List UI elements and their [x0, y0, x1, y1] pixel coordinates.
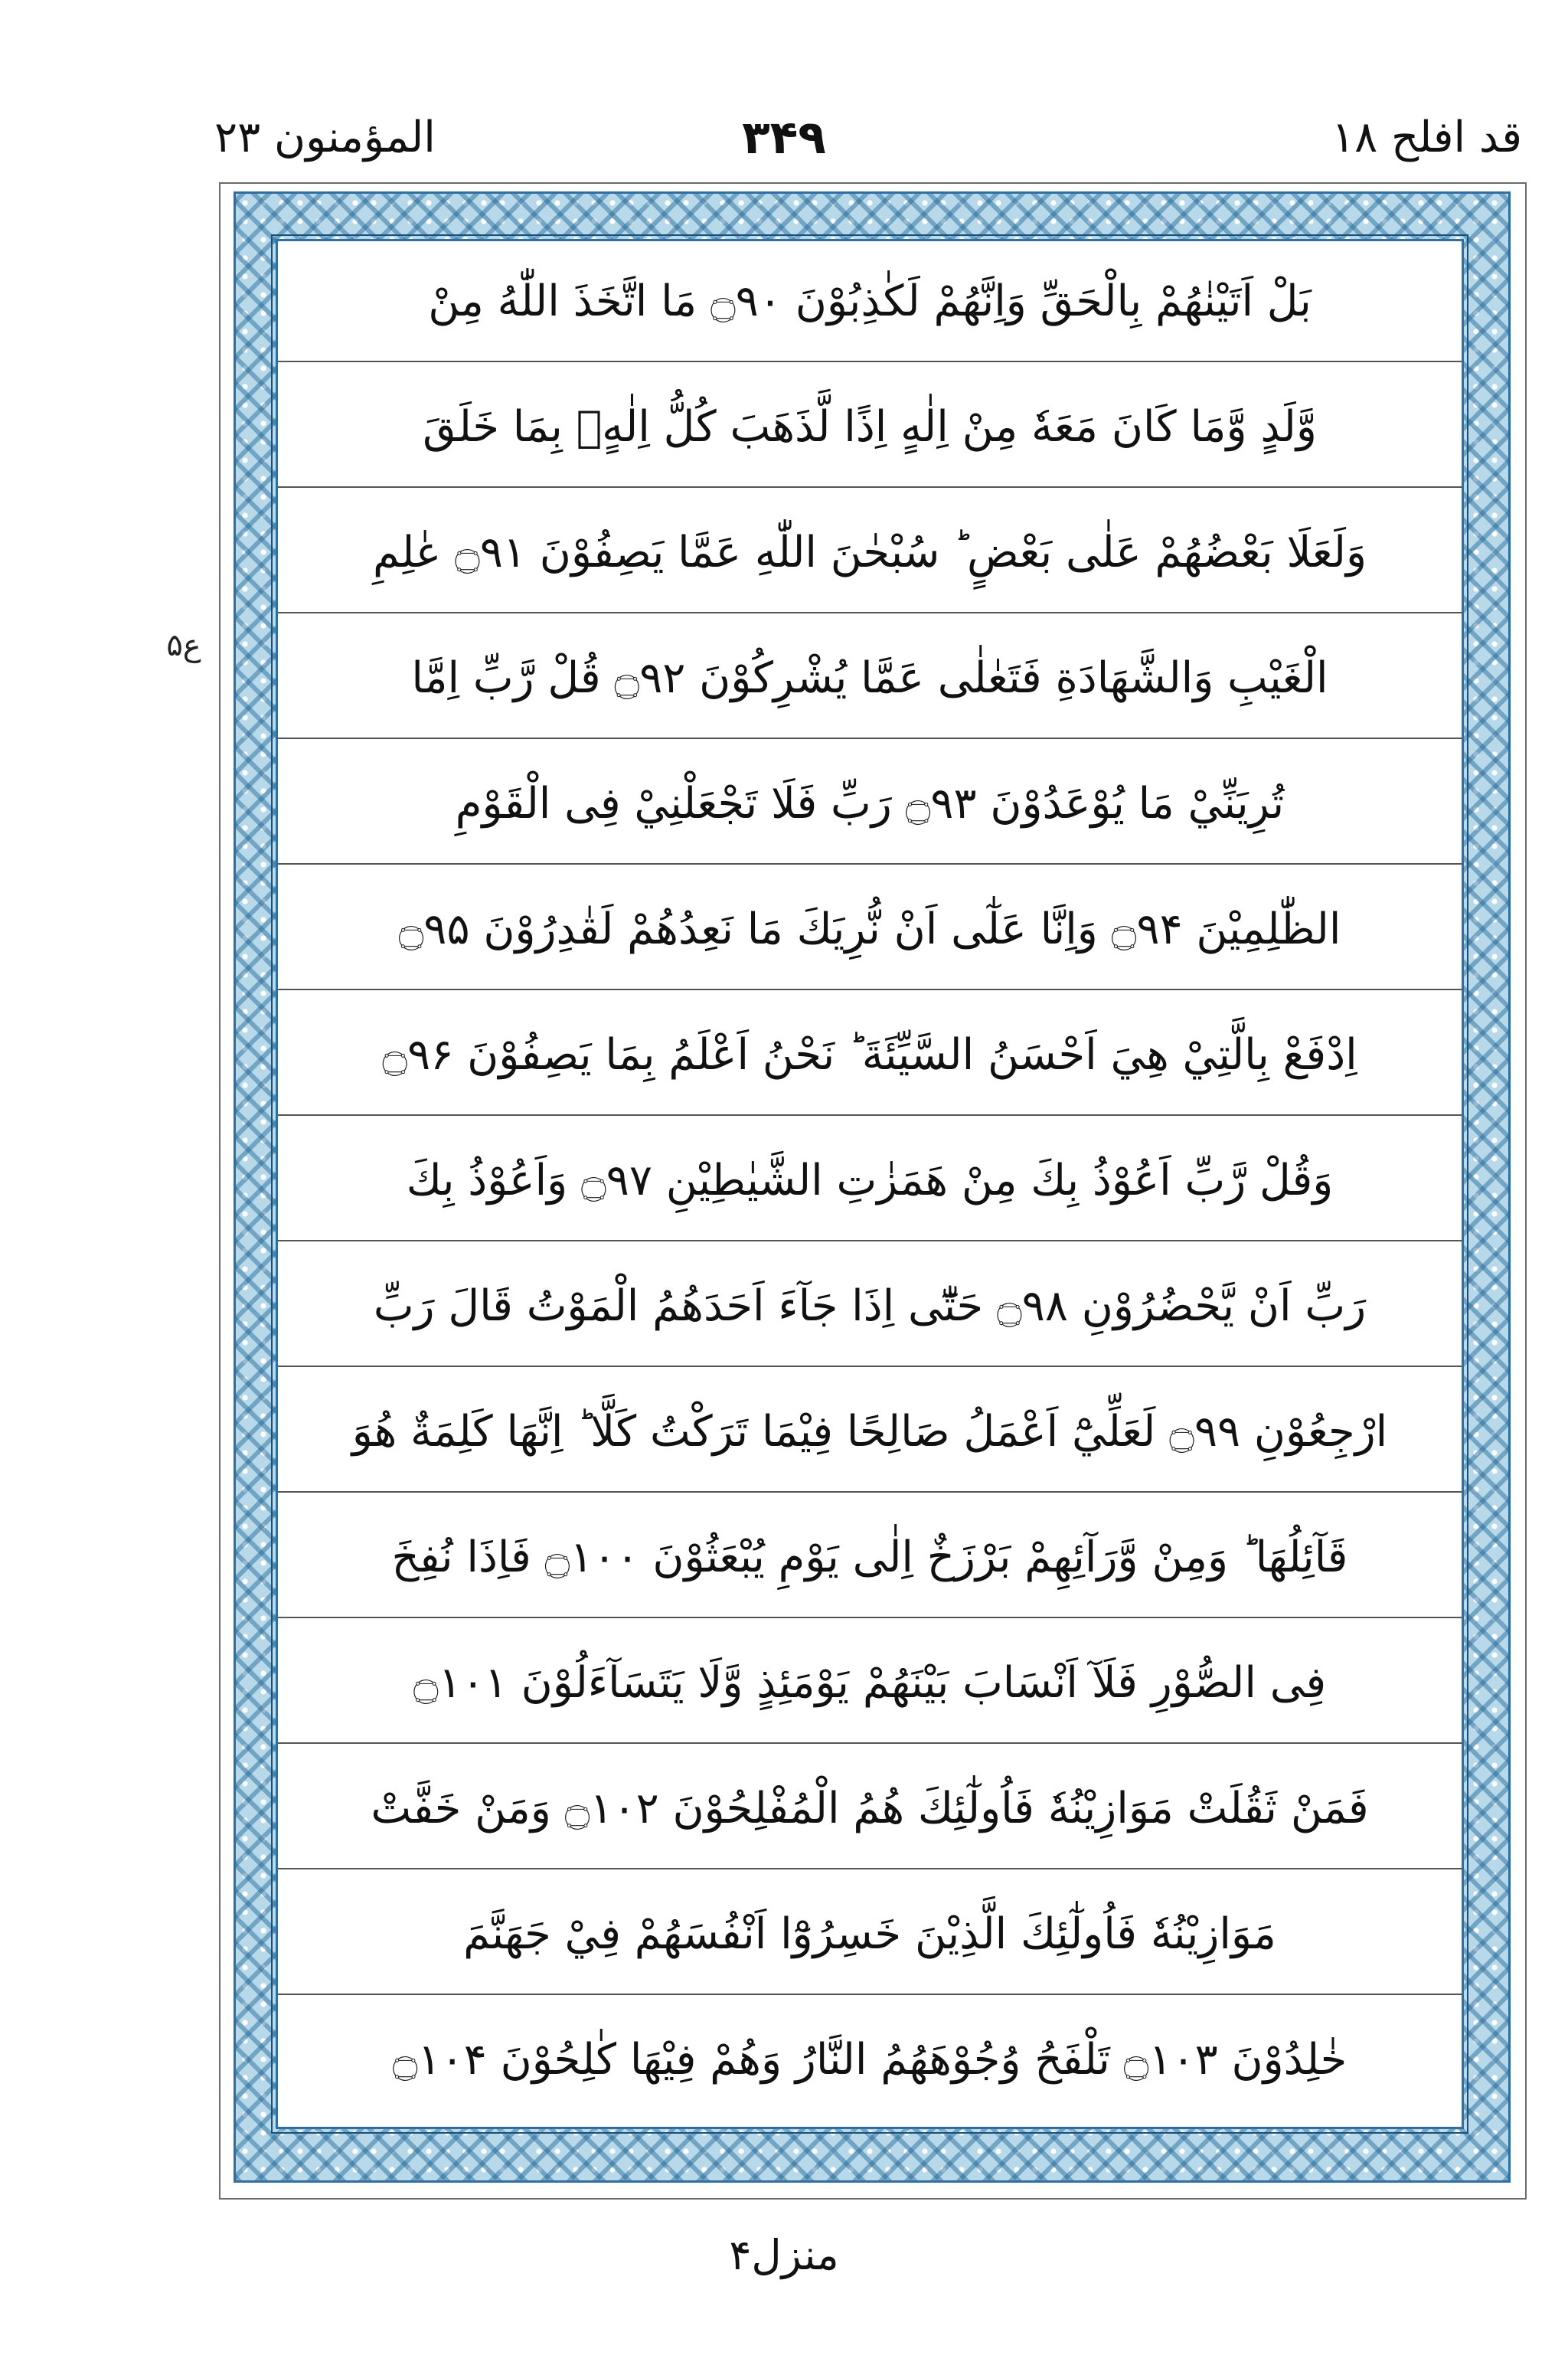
verse-line-13: فَمَنْ ثَقُلَتْ مَوَازِيْنُهٗ فَاُولٰٓئِكَ هُمُ الْمُفْلِحُوْنَ ۝۱۰۲ وَمَنْ خَفَّتْ: [278, 1748, 1462, 1869]
juz-name: قد افلح ۱۸: [1331, 113, 1522, 162]
text-panel: [276, 239, 1464, 2129]
surah-name: المؤمنون ۲۳: [214, 113, 436, 162]
verse-line-1: بَلْ اَتَيْنٰهُمْ بِالْحَقِّ وَاِنَّهُمْ لَكٰذِبُوْنَ ۝۹۰ مَا اتَّخَذَ اللّٰهُ مِنْ: [278, 241, 1462, 362]
page-number: ۳۴۹: [742, 111, 826, 165]
verse-line-15: خٰلِدُوْنَ ۝۱۰۳ تَلْفَحُ وُجُوْهَهُمُ النَّارُ وَهُمْ فِيْهَا كٰلِحُوْنَ ۝۱۰۴: [392, 2035, 1348, 2085]
verse-line-4: الْغَيْبِ وَالشَّهَادَةِ فَتَعٰلٰى عَمَّا يُشْرِكُوْنَ ۝۹۲ قُلْ رَّبِّ اِمَّا: [278, 618, 1462, 739]
verse-line-9: رَبِّ اَنْ يَّحْضُرُوْنِ ۝۹۸ حَتّٰٓى اِذَا جَآءَ اَحَدَهُمُ الْمَوْتُ قَالَ رَبِّ: [278, 1246, 1462, 1367]
verse-line-11: قَآئِلُهَا ؕ وَمِنْ وَّرَآئِهِمْ بَرْزَخٌ اِلٰى يَوْمِ يُبْعَثُوْنَ ۝۱۰۰ فَاِذَا نُفِخَ: [278, 1497, 1462, 1618]
verse-line-5: تُرِيَنِّيْ مَا يُوْعَدُوْنَ ۝۹۳ رَبِّ فَلَا تَجْعَلْنِيْ فِى الْقَوْمِ: [278, 744, 1462, 865]
verse-line-6: الظّٰلِمِيْنَ ۝۹۴ وَاِنَّا عَلٰٓى اَنْ نُّرِيَكَ مَا نَعِدُهُمْ لَقٰدِرُوْنَ ۝۹۵: [278, 869, 1462, 990]
page-header: [0, 107, 1568, 176]
verse-line-14: مَوَازِيْنُهٗ فَاُولٰٓئِكَ الَّذِيْنَ خَسِرُوْٓا اَنْفُسَهُمْ فِيْ جَهَنَّمَ: [278, 1874, 1462, 1995]
verse-line-2: وَّلَدٍ وَّمَا كَانَ مَعَهٗ مِنْ اِلٰهٍ اِذًا لَّذَهَبَ كُلُّ اِلٰهٍۭ بِمَا خَلَقَ: [278, 367, 1462, 488]
manzil-label: منزل۴: [729, 2231, 839, 2279]
verse-line-10: ارْجِعُوْنِ ۝۹۹ لَعَلِّيْٓ اَعْمَلُ صَالِحًا فِيْمَا تَرَكْتُ كَلَّا ؕ اِنَّهَا كَلِمَةٌ هُوَ: [278, 1372, 1462, 1493]
ruku-margin-mark: ع۵: [166, 628, 201, 663]
verse-line-3: وَلَعَلَا بَعْضُهُمْ عَلٰى بَعْضٍ ؕ سُبْحٰنَ اللّٰهِ عَمَّا يَصِفُوْنَ ۝۹۱ عٰلِمِ: [278, 492, 1462, 613]
verse-line-8: وَقُلْ رَّبِّ اَعُوْذُ بِكَ مِنْ هَمَزٰتِ الشَّيٰطِيْنِ ۝۹۷ وَاَعُوْذُ بِكَ: [278, 1120, 1462, 1241]
verse-line-7: اِدْفَعْ بِالَّتِيْ هِيَ اَحْسَنُ السَّيِّئَةَ ؕ نَحْنُ اَعْلَمُ بِمَا يَصِفُوْنَ ۝۹۶: [278, 995, 1462, 1116]
verse-line-12: فِى الصُّوْرِ فَلَآ اَنْسَابَ بَيْنَهُمْ يَوْمَئِذٍ وَّلَا يَتَسَآءَلُوْنَ ۝۱۰۱: [278, 1623, 1462, 1744]
